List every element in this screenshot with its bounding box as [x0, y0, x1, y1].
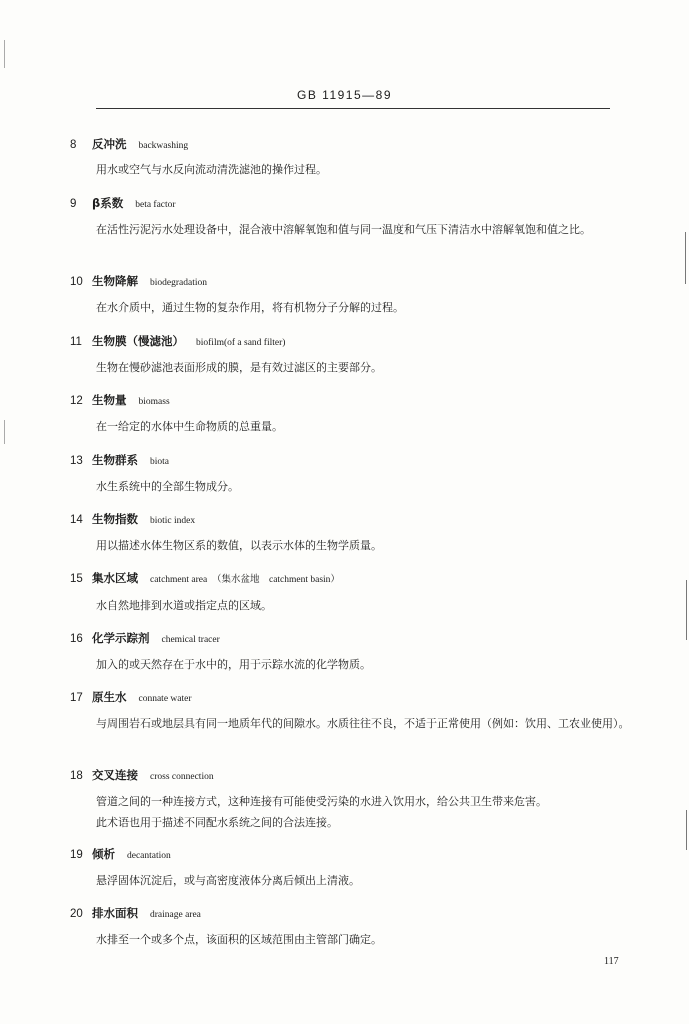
term-number: 12	[70, 395, 83, 407]
term-definition: 用以描述水体生物区系的数值，以表示水体的生物学质量。	[96, 539, 382, 552]
page-header	[0, 88, 689, 102]
standard-code: GB 11915—89	[297, 88, 392, 102]
term-definition: 水生系统中的全部生物成分。	[96, 480, 239, 493]
term-number: 19	[70, 849, 83, 861]
term-number: 18	[70, 770, 83, 782]
term-entry-9-head	[70, 195, 176, 211]
term-entry-13-head	[70, 452, 169, 468]
term-definition: 加入的或天然存在于水中的，用于示踪水流的化学物质。	[96, 658, 371, 671]
term-number: 16	[70, 633, 83, 645]
term-chinese: 生物群系	[92, 453, 138, 467]
term-definition: 悬浮固体沉淀后，或与高密度液体分离后倾出上清液。	[96, 874, 360, 887]
term-number: 10	[70, 276, 83, 288]
scan-artifact	[686, 580, 687, 640]
term-definition: 在活性污泥污水处理设备中，混合液中溶解氧饱和值与同一温度和气压下清洁水中溶解氧饱和值之比。	[96, 223, 591, 236]
scan-artifact	[685, 232, 686, 284]
term-definition: 管道之间的一种连接方式，这种连接有可能使受污染的水进入饮用水，给公共卫生带来危害。	[96, 795, 547, 808]
term-english: backwashing	[138, 141, 189, 151]
term-number: 9	[70, 198, 77, 210]
term-chinese: 原生水	[92, 690, 127, 704]
term-english: biota	[150, 457, 169, 467]
term-english: biofilm(of a sand filter)	[196, 338, 286, 348]
term-entry-17-head	[70, 689, 192, 705]
term-english: biotic index	[150, 516, 196, 526]
term-definition: 水自然地排到水道或指定点的区域。	[96, 599, 272, 612]
term-english: drainage area	[150, 910, 201, 920]
term-entry-14-head	[70, 511, 195, 527]
term-number: 17	[70, 692, 83, 704]
term-definition: 水排至一个或多个点，该面积的区域范围由主管部门确定。	[96, 933, 382, 946]
term-entry-11-head	[70, 333, 285, 349]
term-entry-16-head	[70, 630, 220, 646]
page-number: 117	[604, 956, 619, 967]
term-number: 13	[70, 455, 83, 467]
term-chinese: 倾析	[92, 847, 115, 861]
term-definition: 用水或空气与水反向流动清洗滤池的操作过程。	[96, 163, 327, 176]
header-rule	[96, 108, 610, 109]
term-english: biodegradation	[150, 278, 207, 288]
term-number: 8	[70, 139, 77, 151]
term-english: cross connection	[150, 772, 214, 782]
term-entry-8-head	[70, 136, 188, 152]
term-chinese: 排水面积	[92, 906, 138, 920]
term-english: decantation	[127, 851, 171, 861]
term-entry-15-head	[70, 570, 340, 586]
term-english: beta factor	[135, 200, 176, 210]
term-english: biomass	[138, 397, 170, 407]
term-number: 14	[70, 514, 83, 526]
term-number: 11	[70, 336, 82, 348]
scan-artifact	[686, 810, 687, 850]
term-entry-10-head	[70, 273, 207, 289]
term-number: 20	[70, 908, 83, 920]
scan-artifact	[4, 420, 5, 444]
term-chinese: β系数	[92, 196, 124, 210]
term-entry-12-head	[70, 392, 170, 408]
term-definition-note: 此术语也用于描述不同配水系统之间的合法连接。	[96, 816, 338, 829]
term-definition: 在一给定的水体中生命物质的总重量。	[96, 420, 283, 433]
term-english: catchment area （集水盆地 catchment basin）	[150, 575, 340, 585]
term-chinese: 生物指数	[92, 512, 138, 526]
term-chinese: 生物量	[92, 393, 127, 407]
term-entry-18-head	[70, 767, 214, 783]
term-chinese: 化学示踪剂	[92, 631, 150, 645]
term-entry-19-head	[70, 846, 171, 862]
term-chinese: 集水区域	[92, 571, 138, 585]
term-definition: 生物在慢砂滤池表面形成的膜，是有效过滤区的主要部分。	[96, 361, 382, 374]
term-definition: 在水介质中，通过生物的复杂作用，将有机物分子分解的过程。	[96, 301, 404, 314]
term-entry-20-head	[70, 905, 201, 921]
term-english: chemical tracer	[161, 635, 220, 645]
term-chinese: 交叉连接	[92, 768, 138, 782]
term-chinese: 反冲洗	[92, 137, 127, 151]
term-english: connate water	[138, 694, 192, 704]
term-number: 15	[70, 573, 83, 585]
term-definition: 与周围岩石或地层具有同一地质年代的间隙水。水质往往不良，不适于正常使用（例如：饮用、工农业使用）。	[96, 717, 630, 730]
scan-artifact	[4, 40, 5, 68]
term-chinese: 生物膜（慢滤池）	[92, 334, 184, 348]
term-chinese: 生物降解	[92, 274, 138, 288]
